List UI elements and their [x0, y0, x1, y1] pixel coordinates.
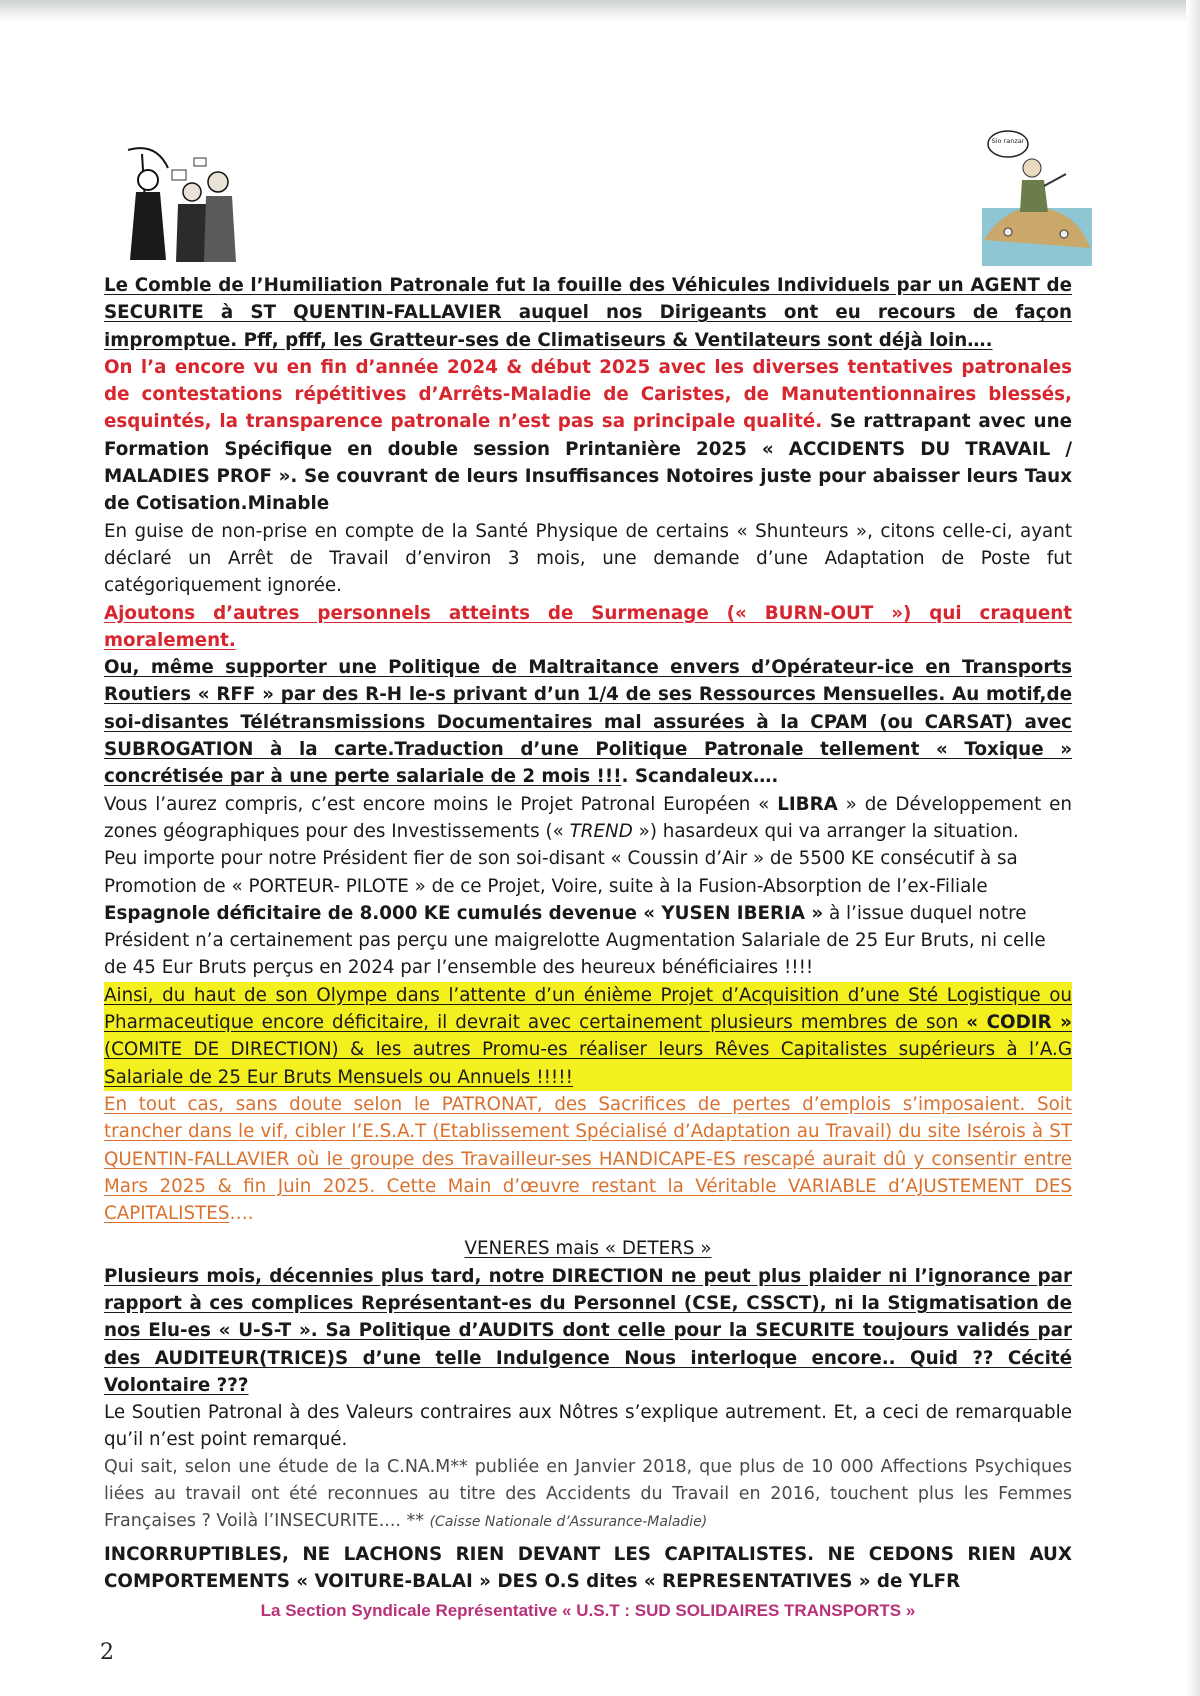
paragraph-vehicle-search: Le Comble de l’Humiliation Patronale fut la fouille des Véhicules Individuels par un AGENT de SECURITE à ST QUENTIN-FALLAVIER auquel nos Dirigeants ont eu recours de façon impromptue. Pff, pfff, les Gratteur-ses de Climatiseurs & Ventilateurs sont déjà loin….: [104, 275, 1072, 351]
paragraph-esat-tail: ….: [229, 1203, 254, 1225]
paragraph-libra-c: ») hasardeux qui va arranger la situation.: [632, 820, 1019, 842]
cartoon-illustration-right: [978, 128, 1094, 268]
cartoon-illustration-left: [108, 140, 240, 268]
paragraph-sick-leave-black: Se rattrapant avec une Formation Spécifique en double session Printanière 2025 « ACCIDENTS DU TRAVAIL / MALADIES PROF ». Se couvrant de leurs Insuffisances Notoires juste pour abaisser leurs Taux de Cotisation.Minable: [104, 411, 1072, 515]
paragraph-olympe-a: Ainsi, du haut de son Olympe dans l’attente d’un énième Projet d’Acquisition d’une Sté Logistique ou Pharmaceutique encore déficitaire, il devrait avec certainement plusieurs membres de son: [104, 984, 1072, 1034]
paragraph-president-a: Peu importe pour notre Président fier de son soi-disant « Coussin d’Air » de 5500 KE consécutif à sa Promotion de « PORTEUR- PILOTE » de ce Projet, Voire, suite à la Fusion-Absorption de l’ex-Filiale: [104, 848, 1018, 897]
paragraph-esat: [104, 1091, 1072, 1227]
paragraph-esat-underlined: En tout cas, sans doute selon le PATRONAT, des Sacrifices de pertes d’emplois s’imposaient. Soit trancher dans le vif, cibler l’E.S.A.T (Etablissement Spécialisé d’Adaptation au Travail) du site Isérois à ST QUENTIN-FALLAVIER où le groupe des Travailleur-ses HANDICAPE-ES rescapé aurait dû y consentir entre Mars 2025 & fin Juin 2025. Cette Main d’œuvre restant la Véritable VARIABLE d’AJUSTEMENT DES CAPITALISTES: [104, 1093, 1072, 1225]
paragraph-conclusion: INCORRUPTIBLES, NE LACHONS RIEN DEVANT LES CAPITALISTES. NE CEDONS RIEN AUX COMPORTEMENTS « VOITURE-BALAI » DES O.S dites « REPRESENTATIVES » de YLFR: [104, 1543, 1072, 1592]
speech-bubble-text: Sio ranzar: [991, 137, 1025, 145]
tract-body: [104, 272, 1072, 1642]
paragraph-olympe-b: (COMITE DE DIRECTION) & les autres Promu-es réaliser leurs Rêves Capitalistes supérieurs à l’A.G Salariale de 25 Eur Bruts Mensuels ou Annuels !!!!!: [104, 1039, 1072, 1088]
paragraph-shunteurs: En guise de non-prise en compte de la Santé Physique de certains « Shunteurs », citons celle-ci, ayant déclaré un Arrêt de Travail d’environ 3 mois, une demande d’une Adaptation de Poste fut catégoriquement ignorée.: [104, 520, 1072, 597]
paragraph-sick-leave: [104, 354, 1072, 518]
cnam-footnote: (Caisse Nationale d’Assurance-Maladie): [429, 1514, 708, 1531]
scan-page-edge: [0, 0, 1200, 22]
paragraph-maltreatment-tail: . Scandaleux….: [621, 766, 779, 788]
page-number: 2: [100, 1640, 114, 1665]
libra-label: LIBRA: [777, 793, 838, 815]
paragraph-sick-leave-red: On l’a encore vu en fin d’année 2024 & début 2025 avec les diverses tentatives patronales de contestations répétitives d’Arrêts-Maladie de Caristes, de Manutentionnaires blessés, esquintés, la transparence patronale n’est pas sa principale qualité.: [104, 356, 1072, 433]
paragraph-soutien: Le Soutien Patronal à des Valeurs contraires aux Nôtres s’explique autrement. Et, a ceci de remarquable qu’il n’est point remarqué.: [104, 1402, 1072, 1451]
paragraph-maltreatment: [104, 654, 1072, 790]
paragraph-cnam: [104, 1454, 1072, 1537]
paragraph-olympe-highlighted: [104, 982, 1072, 1091]
paragraph-libra-b: » de Développement en zones géographiques pour des Investissements («: [104, 793, 1072, 842]
paragraph-president: [104, 845, 1072, 981]
yusen-iberia-text: Espagnole déficitaire de 8.000 KE cumulés devenue « YUSEN IBERIA »: [104, 902, 824, 924]
section-heading: VENERES mais « DETERS »: [464, 1238, 712, 1260]
paragraph-president-b: à l’issue duquel notre Président n’a certainement pas perçu une maigrelotte Augmentation Salariale de 25 Eur Bruts, ni celle de 45 Eur Bruts perçus en 2024 par l’ensemble des heureux bénéficiaires !!!!: [104, 902, 1046, 979]
paragraph-burnout: Ajoutons d’autres personnels atteints de Surmenage (« BURN-OUT ») qui craquent moralement.: [104, 602, 1072, 651]
paragraph-maltreatment-underlined: Ou, même supporter une Politique de Maltraitance envers d’Opérateur-ice en Transports Routiers « RFF » par des R-H le-s privant d’un 1/4 de ses Ressources Mensuelles. Au motif,de soi-disantes Télétransmissions Documentaires mal assurées à la CPAM (ou CARSAT) avec SUBROGATION à la carte.Traduction d’une Politique Patronale tellement « Toxique » concrétisée par à une perte salariale de 2 mois !!!: [104, 657, 1072, 788]
paragraph-libra-a: Vous l’aurez compris, c’est encore moins le Projet Patronal Européen «: [104, 793, 778, 815]
paragraph-direction: Plusieurs mois, décennies plus tard, notre DIRECTION ne peut plus plaider ni l’ignorance par rapport à ces complices Représentant-es du Personnel (CSE, CSSCT), ni la Stigmatisation de nos Elu-es « U-S-T ». Sa Politique d’AUDITS dont celle pour la SECURITE toujours validés par des AUDITEUR(TRICE)S d’une telle Indulgence Nous interloque encore.. Quid ?? Cécité Volontaire ???: [104, 1265, 1072, 1396]
paragraph-libra: [104, 791, 1072, 846]
signature-line: La Section Syndicale Représentative « U.S.T : SUD SOLIDAIRES TRANSPORTS »: [260, 1601, 916, 1621]
scan-page-shadow: [1186, 0, 1200, 1696]
trend-label: TREND: [569, 820, 633, 842]
codir-label: « CODIR »: [966, 1012, 1072, 1034]
paragraph-cnam-text: Qui sait, selon une étude de la C.NA.M** publiée en Janvier 2018, que plus de 10 000 Affections Psychiques liées au travail ont été reconnues au titre des Accidents du Travail en 2016, touchent plus les Femmes Françaises ? Voilà l’INSECURITE.... **: [104, 1456, 1072, 1532]
